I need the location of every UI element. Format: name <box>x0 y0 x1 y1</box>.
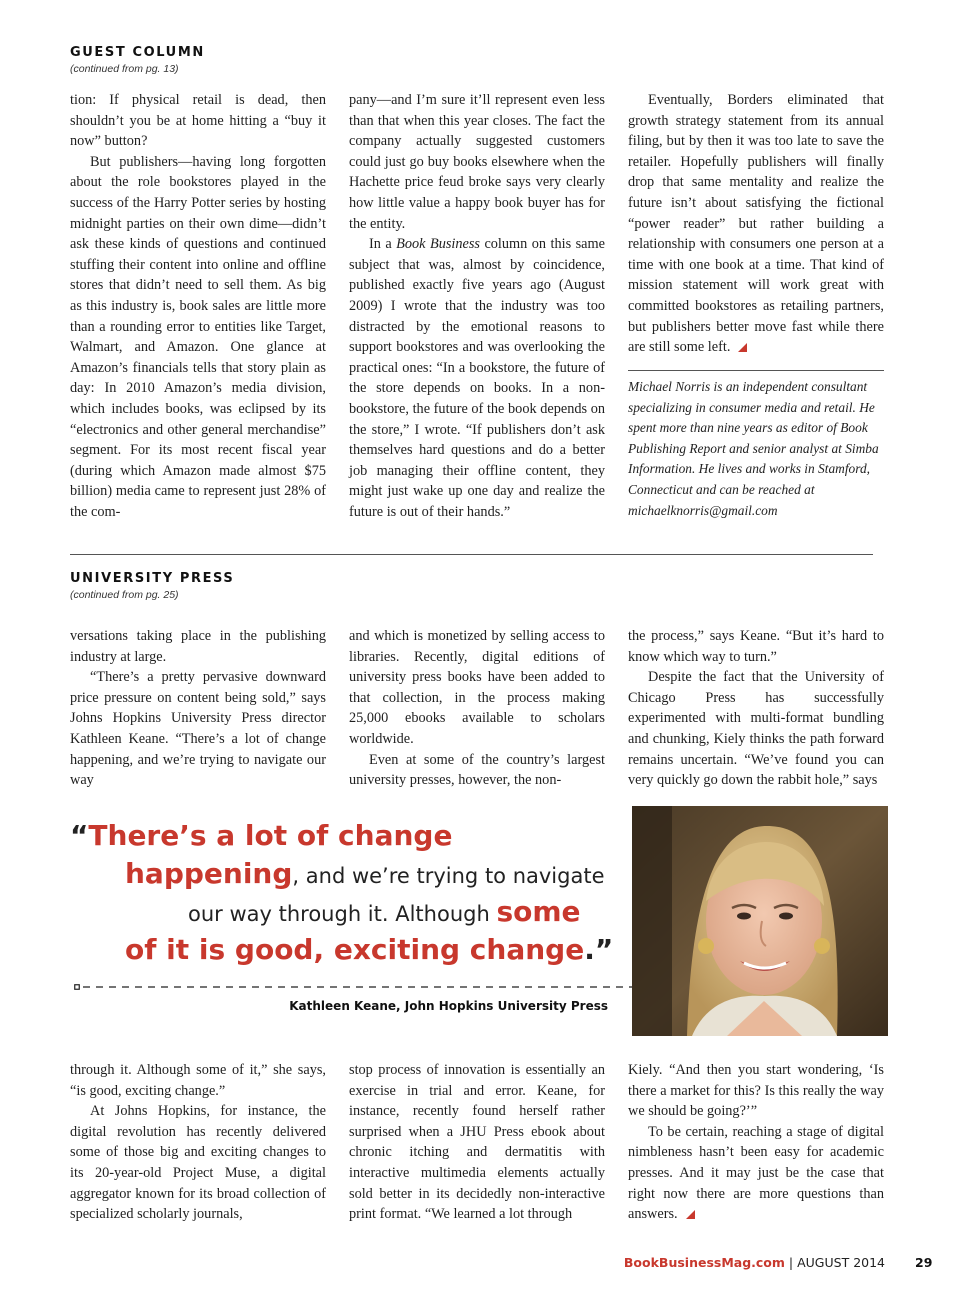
text-run: Eventually, Borders eliminated that growth strategy statement from its annual filing, but by then it was too late to save the retailer. Hopefully publishers will finally drop that same mentality and realize the future isn’t about satisfying the fictional “power reader” but rather building a relationship with consumers one person at a time with one book at a time. That kind of mission statement will work great with committed bookstores as retailing partners, but publishers better move fast while there are still some left. <box>628 92 884 356</box>
quote-highlight: of it is good, exciting change <box>125 933 585 966</box>
university-top-column-3 <box>628 626 884 791</box>
paragraph: tion: If physical retail is dead, then shouldn’t you be at home hitting a “buy it now” button? <box>70 92 326 150</box>
paragraph: stop process of innovation is essentially an exercise in trial and error. Keane, for instance, recently found herself rather surprised when a JHU Press ebook about chronic itching and dermatitis with interactive multimedia elements actually sold better in its decidedly non-interactive print format. “We learned a lot through <box>349 1062 605 1223</box>
continued-note: (continued from pg. 13) <box>70 63 179 75</box>
guest-column-3 <box>628 90 884 358</box>
paragraph: Even at some of the country’s largest university presses, however, the non- <box>349 751 605 789</box>
text-run: column on this same subject that was, almost by coincidence, published exactly five years ago (August 2009) I wrote that the industry was too distracted by the emotional reasons to support bookstores and was overlooking the practical ones: “In a bookstore, the future of the store depends on books. In a non-bookstore, the future of the book depends on the store,” I wrote. “If publishers don’t ask themselves hard questions and do a better job managing their offline content, they might just wake up one day and realize the future is out of their hands.” <box>349 236 605 520</box>
paragraph: “There’s a pretty pervasive downward price pressure on content being sold,” says Johns Hopkins University Press director Kathleen Keane. “There’s a lot of change happening, and we’re trying to navigate our way <box>70 669 326 789</box>
paragraph: Kiely. “And then you start wondering, ‘Is there a market for this? Is this really the way we should be going?’” <box>628 1062 884 1120</box>
pull-quote <box>70 818 630 970</box>
paragraph <box>628 90 884 358</box>
close-quote-mark: .” <box>584 933 614 966</box>
publication-title: Book Business <box>396 236 480 253</box>
paragraph <box>628 1122 884 1225</box>
footer-separator: | <box>784 1255 798 1270</box>
guest-column-2 <box>349 90 605 522</box>
quote-attribution: Kathleen Keane, John Hopkins University Press <box>289 999 608 1013</box>
end-of-article-icon <box>686 1210 695 1219</box>
university-top-column-2 <box>349 626 605 791</box>
quote-highlight: There’s a lot of change <box>88 819 453 852</box>
guest-column-header <box>70 45 205 75</box>
dashed-divider <box>74 984 634 990</box>
section-label: GUEST COLUMN <box>70 45 205 60</box>
author-bio: Michael Norris is an independent consultant specializing in consumer media and retail. He spent more than nine years as editor of Book Publishing Report and senior analyst at Simba Information. He lives and works in Stamford, Connecticut and can be reached at michaelknorris@gmail.com <box>628 379 879 518</box>
university-top-column-1 <box>70 626 326 791</box>
website-link[interactable]: BookBusinessMag.com <box>623 1255 785 1270</box>
open-quote-mark: “ <box>70 819 89 852</box>
end-of-article-icon <box>738 343 747 352</box>
paragraph: and which is monetized by selling access to libraries. Recently, digital editions of university press books have been added to that collection, in the process making 25,000 ebooks available to scholars worldwide. <box>349 628 605 747</box>
continued-note: (continued from pg. 25) <box>70 589 179 601</box>
paragraph: Despite the fact that the University of Chicago Press has successfully experimented with multi-format bundling and chunking, Kiely thinks the path forward remains uncertain. “We’ve found you can very quickly go down the rabbit hole,” says <box>628 669 884 789</box>
paragraph: pany—and I’m sure it’ll represent even less than that when this year closes. The fact the company actually suggested customers could just go buy books elsewhere when the Hachette price feud broke says very clearly how little value a happy book buyer has for the entity. <box>349 92 605 232</box>
section-divider <box>70 554 873 555</box>
page-footer <box>624 1255 885 1270</box>
issue-date: AUGUST 2014 <box>797 1255 885 1270</box>
quote-text: our way through it. Although <box>188 902 497 926</box>
paragraph <box>349 234 605 522</box>
university-bottom-column-3 <box>628 1060 884 1225</box>
university-press-header <box>70 571 234 601</box>
paragraph: versations taking place in the publishing industry at large. <box>70 628 326 665</box>
section-label: UNIVERSITY PRESS <box>70 571 235 586</box>
paragraph: At Johns Hopkins, for instance, the digital revolution has recently delivered some of those big and exciting changes to its 20-year-old Project Muse, a digital aggregator known for its broad collection of specialized scholarly journals, <box>70 1103 326 1223</box>
text-run: To be certain, reaching a stage of digital nimbleness hasn’t been easy for academic presses. And it may just be the case that right now there are more questions than answers. <box>628 1123 884 1223</box>
university-bottom-column-1 <box>70 1060 326 1225</box>
paragraph: But publishers—having long forgotten about the role bookstores played in the success of the Harry Potter series by hosting midnight parties on their own dime—didn’t ask these kinds of questions and continued stuffing their content into online and offline stores that didn’t need to sell them. As big as this industry is, book sales are little more than a rounding error to entities like Target, Walmart, and Amazon. One glance at Amazon’s financials tells that story plain as day: In 2010 Amazon’s media division, which includes books, was eclipsed by its “electronics and other general merchandise” segment. For its most recent fiscal year (during which Amazon made almost $75 billion) media came to represent just 28% of the com- <box>70 153 326 520</box>
quote-text: , and we’re trying to navigate <box>292 864 605 888</box>
portrait-photo <box>632 806 888 1036</box>
university-bottom-column-2 <box>349 1060 605 1225</box>
text-run: In a <box>369 236 397 253</box>
quote-highlight: some <box>496 895 581 928</box>
quote-highlight: happening <box>125 857 293 890</box>
paragraph: the process,” says Keane. “But it’s hard to know which way to turn.” <box>628 628 884 665</box>
guest-column-1 <box>70 90 326 522</box>
paragraph: through it. Although some of it,” she says, “is good, exciting change.” <box>70 1062 326 1099</box>
bio-divider <box>628 370 884 371</box>
page-number: 29 <box>915 1255 933 1270</box>
